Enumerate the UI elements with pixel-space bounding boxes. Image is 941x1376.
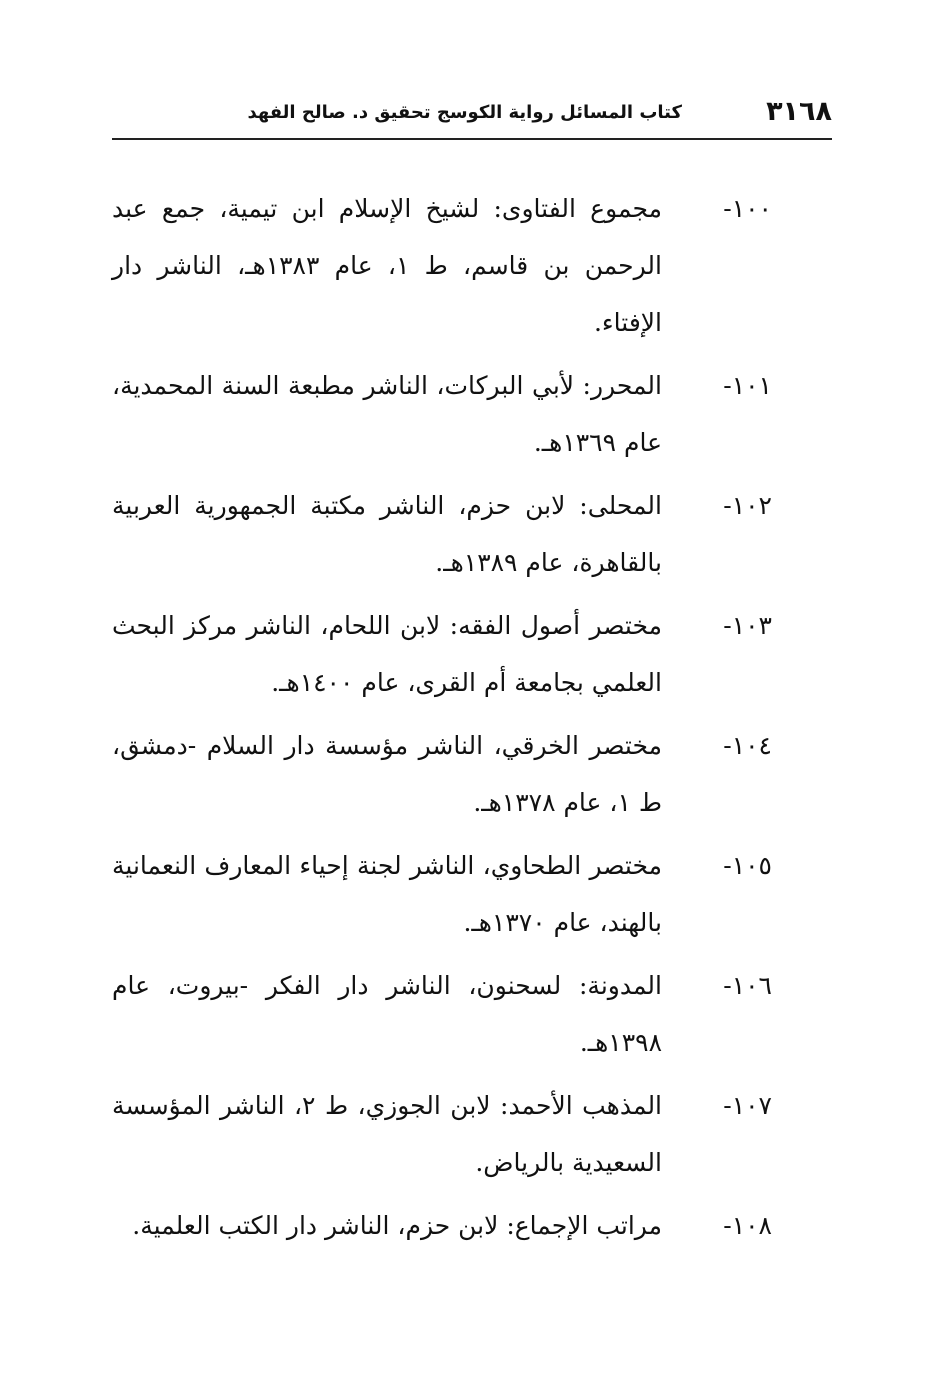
- reference-number: ١٠٨-: [723, 1211, 772, 1240]
- page-header: [112, 94, 832, 140]
- reference-item: [112, 477, 772, 591]
- reference-number: ١٠٢-: [723, 491, 772, 520]
- reference-item: [112, 837, 772, 951]
- reference-text: المذهب الأحمد: لابن الجوزي، ط ٢، الناشر المؤسسة السعيدية بالرياض.: [112, 1091, 663, 1177]
- reference-item: [112, 1197, 772, 1254]
- reference-text: المحلى: لابن حزم، الناشر مكتبة الجمهورية العربية بالقاهرة، عام ١٣٨٩هـ.: [112, 491, 662, 577]
- reference-text: المحرر: لأبي البركات، الناشر مطبعة السنة المحمدية، عام ١٣٦٩هـ.: [112, 371, 662, 457]
- book-title: كتاب المسائل رواية الكوسج تحقيق د. صالح الفهد: [247, 102, 682, 123]
- reference-text: المدونة: لسحنون، الناشر دار الفكر -بيروت، عام ١٣٩٨هـ.: [112, 971, 662, 1057]
- page-number: ٣١٦٨: [766, 96, 832, 127]
- reference-list: [112, 180, 772, 1254]
- reference-number: ١٠٦-: [723, 971, 772, 1000]
- reference-number: ١٠٠-: [723, 194, 772, 223]
- reference-text: مختصر أصول الفقه: لابن اللحام، الناشر مركز البحث العلمي بجامعة أم القرى، عام ١٤٠٠هـ.: [112, 611, 662, 697]
- reference-text: مختصر الطحاوي، الناشر لجنة إحياء المعارف النعمانية بالهند، عام ١٣٧٠هـ.: [112, 851, 662, 937]
- reference-number: ١٠٤-: [723, 731, 772, 760]
- reference-number: ١٠٧-: [723, 1091, 772, 1120]
- reference-item: [112, 1077, 772, 1191]
- reference-number: ١٠٣-: [723, 611, 772, 640]
- reference-item: [112, 717, 772, 831]
- reference-item: [112, 597, 772, 711]
- reference-number: ١٠١-: [723, 371, 772, 400]
- reference-item: [112, 957, 772, 1071]
- reference-item: [112, 180, 772, 351]
- reference-number: ١٠٥-: [723, 851, 772, 880]
- reference-text: مجموع الفتاوى: لشيخ الإسلام ابن تيمية، جمع عبد الرحمن بن قاسم، ط ١، عام ١٣٨٣هـ، الناشر دار الإفتاء.: [112, 194, 662, 337]
- reference-text: مختصر الخرقي، الناشر مؤسسة دار السلام -دمشق، ط ١، عام ١٣٧٨هـ.: [112, 731, 662, 817]
- reference-item: [112, 357, 772, 471]
- reference-text: مراتب الإجماع: لابن حزم، الناشر دار الكتب العلمية.: [132, 1211, 662, 1240]
